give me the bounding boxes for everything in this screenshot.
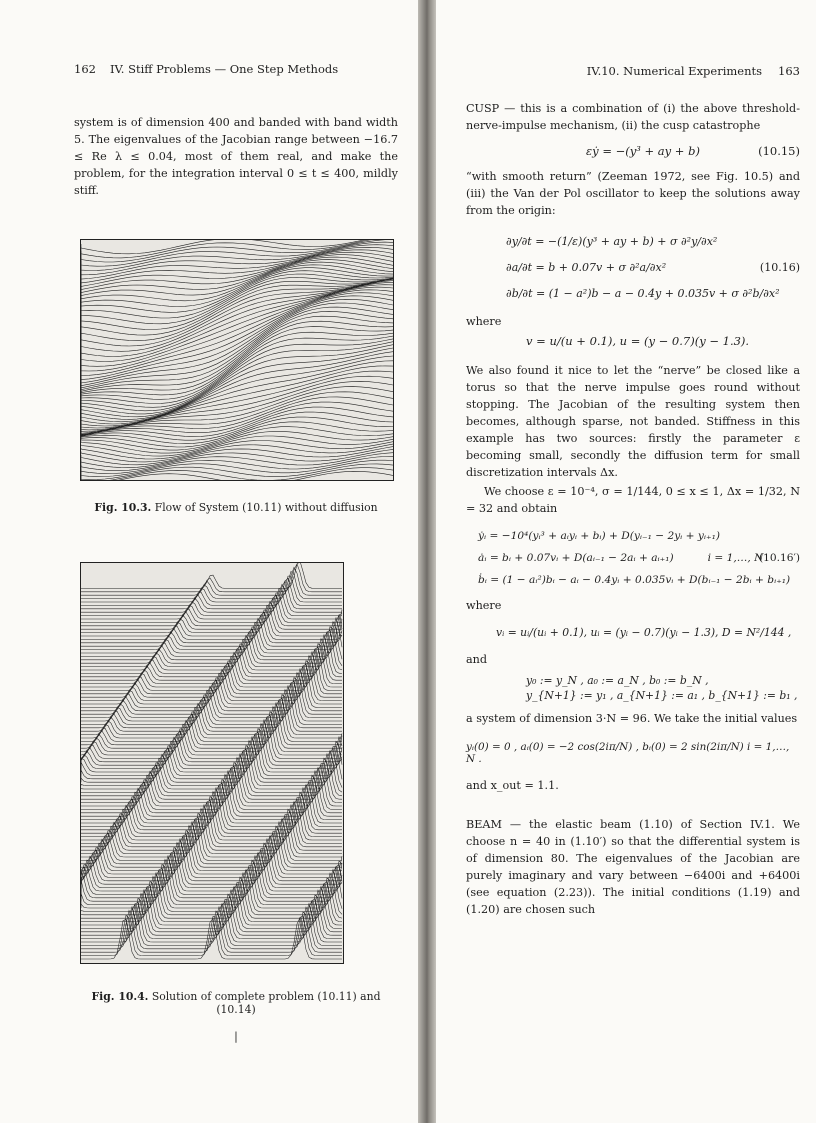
wave-trace [81, 843, 342, 885]
wave-trace [81, 581, 342, 609]
wave-trace [81, 700, 342, 742]
binding-gutter [418, 0, 438, 1123]
figure-10-3-label: Fig. 10.3. [94, 501, 152, 514]
cusp-intro: CUSP — this is a combination of (i) the above threshold-nerve-impulse mechanism, (ii) the cusp catastrophe [466, 102, 800, 132]
flow-streamline [81, 257, 393, 290]
right-header [466, 64, 800, 78]
flow-streamline [81, 456, 393, 473]
wave-trace [81, 615, 342, 657]
equation-10-16-prime [478, 525, 800, 591]
ode-range: i = 1,…, N [707, 552, 764, 564]
right-running-head: IV.10. Numerical Experiments [586, 64, 763, 78]
figure-10-3-caption [74, 501, 398, 514]
wave-trace [81, 839, 342, 881]
equation-10-15 [586, 144, 800, 158]
flow-streamline [81, 278, 393, 340]
wave-trace [81, 869, 342, 911]
wave-trace [81, 867, 342, 908]
equation-10-16 [506, 229, 800, 307]
where-1: where [466, 315, 502, 328]
wave-trace [81, 873, 342, 915]
nerve-paragraph: We also found it nice to let the “nerve” be closed like a torus so that the nerve impulse goes round without stopping. The Jacobian of the resulting system then becomes, although sparse, not banded. Stiffness in this example has two sources: firstly the parameter ε becoming small, secondly the diffusion term for small discretization intervals Δx. [466, 364, 800, 479]
wave-trace [81, 853, 342, 895]
wave-trace [81, 635, 342, 677]
left-footer-mark: | [234, 1030, 238, 1043]
figure-10-3 [80, 239, 394, 481]
ode-a: ȧᵢ = bᵢ + 0.07vᵢ + D(aᵢ₋₁ − 2aᵢ + aᵢ₊₁) [478, 552, 674, 564]
figure-10-4-caption-text: Solution of complete problem (10.11) and (10.14) [151, 990, 381, 1016]
wave-trace [81, 622, 342, 664]
wave-trace [81, 884, 342, 925]
pde-y: ∂y/∂t = −(1/ε)(y³ + ay + b) + σ ∂²y/∂x² [506, 235, 718, 248]
flow-streamline [81, 441, 393, 460]
wave-trace [81, 860, 342, 902]
wave-trace [81, 724, 342, 766]
left-page-number: 162 [74, 62, 96, 76]
wave-trace [81, 751, 342, 793]
equation-10-15-number: (10.15) [758, 144, 800, 158]
wave-trace [81, 618, 342, 660]
wave-trace [81, 856, 342, 898]
flow-streamline [81, 303, 393, 388]
right-page-number: 163 [778, 64, 800, 78]
boundary-1: y₀ := y_N , a₀ := a_N , b₀ := b_N , [526, 674, 709, 687]
figure-10-3-caption-text: Flow of System (10.11) without diffusion [154, 501, 378, 514]
flow-streamline [81, 278, 393, 335]
right-page [436, 0, 816, 1123]
beam-paragraph: BEAM — the elastic beam (1.10) of Section IV.1. We choose n = 40 in (1.10′) so that the differential system is of dimension 80. The eigenvalues of the Jacobian are purely imaginary and vary between −6400i and +6400i (see equation (2.23)). The initial conditions (1.19) and (1.20) are chosen such [466, 818, 800, 916]
left-intro-paragraph: system is of dimension 400 and banded with band width 5. The eigenvalues of the Jacobian range between −16.7 ≤ Re λ ≤ 0.04, most of them real, and make the problem, for the integration interval 0 ≤ t ≤ 400, mildly stiff. [74, 116, 398, 197]
wave-trace [81, 610, 342, 636]
vi-definition: vᵢ = uᵢ/(uᵢ + 0.1), uᵢ = (yᵢ − 0.7)(yᵢ − 1.3), D = N²/144 , [496, 626, 792, 639]
ode-y: ẏᵢ = −10⁴(yᵢ³ + aᵢyᵢ + bᵢ) + D(yᵢ₋₁ − 2yᵢ + yᵢ₊₁) [478, 530, 721, 542]
wave-trace [81, 649, 342, 691]
smooth-return-paragraph: “with smooth return” (Zeeman 1972, see Fig. 10.5) and (iii) the Van der Pol oscillator to keep the solutions away from the origin: [466, 170, 800, 217]
flow-streamline [81, 278, 393, 324]
flow-streamline [81, 371, 393, 430]
flow-streamline [81, 427, 393, 450]
v-definition: v = u/(u + 0.1), u = (y − 0.7)(y − 1.3). [526, 334, 750, 348]
boundary-2: y_{N+1} := y₁ , a_{N+1} := a₁ , b_{N+1} := b₁ , [526, 689, 798, 702]
wave-trace [81, 734, 342, 776]
flow-streamline [81, 252, 393, 283]
wave-trace [81, 717, 342, 758]
flow-streamline [81, 321, 393, 395]
wave-trace [81, 707, 342, 749]
flow-streamline [81, 296, 393, 383]
figure-10-4-label: Fig. 10.4. [91, 990, 149, 1003]
initial-values: yᵢ(0) = 0 , aᵢ(0) = −2 cos(2iπ/N) , bᵢ(0) = 2 sin(2iπ/N) i = 1,…, N . [466, 741, 790, 765]
choose-paragraph: We choose ε = 10⁻⁴, σ = 1/144, 0 ≤ x ≤ 1, Δx = 1/32, N = 32 and obtain [466, 485, 800, 515]
and-1: and [466, 653, 488, 666]
flow-streamline [81, 240, 393, 254]
equation-10-15-body: εẏ = −(y³ + ay + b) [586, 144, 700, 158]
figure-10-4 [80, 562, 344, 964]
equation-10-16-number: (10.16) [759, 261, 800, 274]
pde-a: ∂a/∂t = b + 0.07v + σ ∂²a/∂x² [506, 261, 667, 274]
ode-b: ḃᵢ = (1 − aᵢ²)bᵢ − aᵢ − 0.4yᵢ + 0.035vᵢ + D(bᵢ₋₁ − 2bᵢ + bᵢ₊₁) [478, 574, 791, 586]
equation-10-16-prime-number: (10.16′) [759, 552, 800, 564]
wave-trace [81, 720, 342, 762]
left-running-head: IV. Stiff Problems — One Step Methods [109, 62, 339, 76]
flow-streamline [81, 348, 393, 419]
wave-trace [81, 737, 342, 779]
where-2: where [466, 599, 502, 612]
figure-10-4-caption [74, 990, 398, 1016]
wave-plot [81, 563, 343, 963]
ode-a-row [478, 547, 800, 569]
dimension-sentence: a system of dimension 3·N = 96. We take the initial values [466, 712, 798, 725]
wave-trace [81, 593, 342, 619]
xout-sentence: and x_out = 1.1. [466, 779, 559, 792]
wave-trace [81, 639, 342, 681]
left-header [74, 62, 398, 76]
pde-b: ∂b/∂t = (1 − a²)b − a − 0.4y + 0.035v + σ ∂²b/∂x² [506, 287, 780, 300]
wave-trace [81, 741, 342, 783]
flow-plot [81, 240, 393, 480]
